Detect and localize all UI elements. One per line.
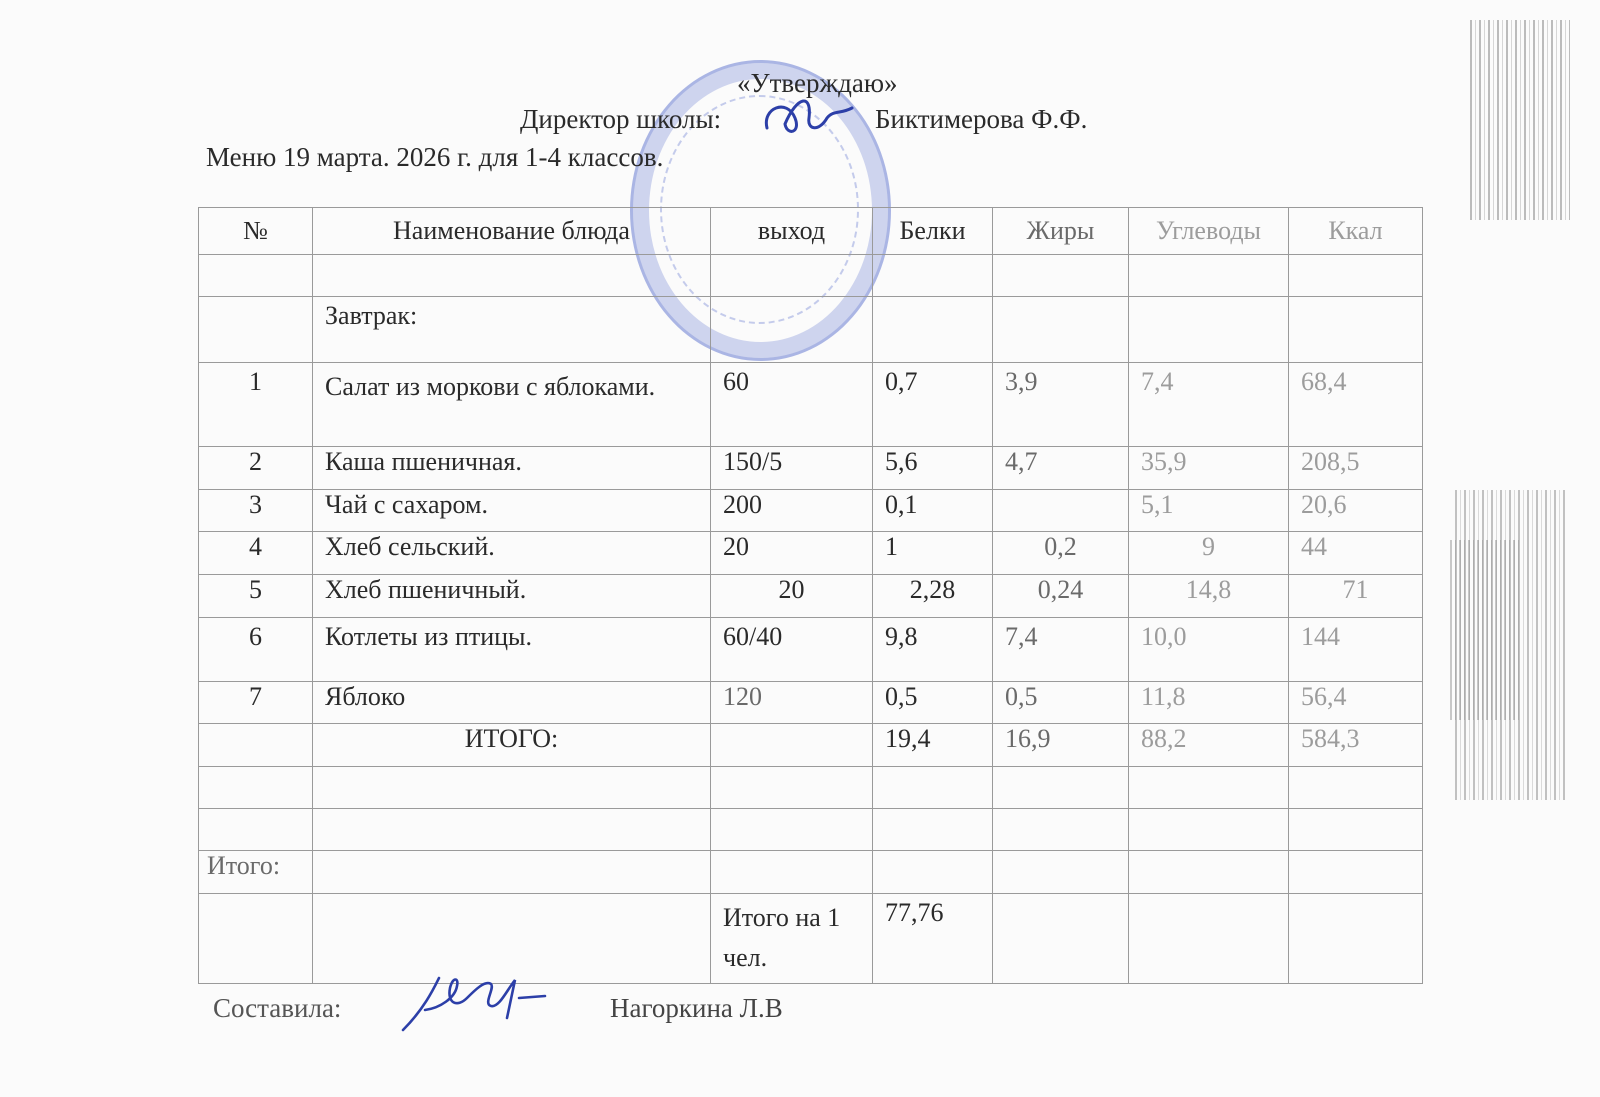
dish-kcal: 71 [1289,575,1423,618]
dish-kcal: 68,4 [1289,363,1423,447]
row-number: 3 [199,490,313,532]
empty-row [199,809,1423,851]
dish-fat: 3,9 [993,363,1129,447]
subtotal-row [199,724,1423,767]
section-row [199,297,1423,363]
table-row [199,363,1423,447]
dish-name: Каша пшеничная. [313,447,711,490]
subtotal-protein: 19,4 [873,724,993,767]
subtotal-fat: 16,9 [993,724,1129,767]
compiled-by-name: Нагоркина Л.В [610,993,783,1023]
per-person-row [199,894,1423,984]
director-name: Биктимерова Ф.Ф. [875,104,1088,134]
subtotal-carbs: 88,2 [1129,724,1289,767]
dish-carbs: 14,8 [1129,575,1289,618]
dish-kcal: 208,5 [1289,447,1423,490]
total-label: Итого: [199,851,313,894]
subtotal-label: ИТОГО: [313,724,711,767]
dish-fat: 0,2 [993,532,1129,575]
dish-protein: 5,6 [873,447,993,490]
table-row [199,490,1423,532]
per-person-label: Итого на 1 чел. [711,894,873,984]
scan-artifact [1450,540,1520,720]
menu-table [198,207,1423,984]
dish-carbs: 5,1 [1129,490,1289,532]
dish-carbs: 9 [1129,532,1289,575]
compiler-signature [395,968,555,1040]
dish-carbs: 10,0 [1129,618,1289,682]
row-number: 1 [199,363,313,447]
dish-carbs: 7,4 [1129,363,1289,447]
total-row [199,851,1423,894]
dish-kcal: 20,6 [1289,490,1423,532]
dish-carbs: 35,9 [1129,447,1289,490]
dish-name: Хлеб пшеничный. [313,575,711,618]
column-header: Белки [873,208,993,255]
dish-protein: 9,8 [873,618,993,682]
empty-row [199,767,1423,809]
empty-row [199,255,1423,297]
dish-output: 20 [711,575,873,618]
row-number: 2 [199,447,313,490]
per-person-value: 77,76 [873,894,993,984]
dish-kcal: 144 [1289,618,1423,682]
dish-protein: 0,5 [873,682,993,724]
column-header: Наименование блюда [313,208,711,255]
dish-protein: 0,7 [873,363,993,447]
table-row [199,575,1423,618]
column-header: № [199,208,313,255]
dish-fat: 4,7 [993,447,1129,490]
subtotal-kcal: 584,3 [1289,724,1423,767]
column-header: Углеводы [1129,208,1289,255]
dish-protein: 1 [873,532,993,575]
dish-output: 60/40 [711,618,873,682]
dish-carbs: 11,8 [1129,682,1289,724]
table-row [199,618,1423,682]
dish-name: Котлеты из птицы. [313,618,711,682]
director-signature [757,88,857,140]
dish-fat [993,490,1129,532]
row-number: 4 [199,532,313,575]
column-header: Жиры [993,208,1129,255]
dish-output: 60 [711,363,873,447]
dish-kcal: 56,4 [1289,682,1423,724]
row-number: 5 [199,575,313,618]
table-row [199,447,1423,490]
dish-output: 150/5 [711,447,873,490]
dish-protein: 2,28 [873,575,993,618]
dish-fat: 7,4 [993,618,1129,682]
dish-output: 20 [711,532,873,575]
table-header-row [199,208,1423,255]
dish-name: Чай с сахаром. [313,490,711,532]
row-number: 7 [199,682,313,724]
dish-output: 120 [711,682,873,724]
dish-fat: 0,5 [993,682,1129,724]
section-label: Завтрак: [313,297,711,363]
dish-name: Яблоко [313,682,711,724]
table-row [199,532,1423,575]
column-header: Ккал [1289,208,1423,255]
director-label: Директор школы: [520,104,722,134]
table-row [199,682,1423,724]
dish-output: 200 [711,490,873,532]
dish-fat: 0,24 [993,575,1129,618]
dish-name: Салат из моркови с яблоками. [313,363,711,447]
approval-heading: «Утверждаю» [737,68,898,98]
dish-kcal: 44 [1289,532,1423,575]
dish-name: Хлеб сельский. [313,532,711,575]
dish-protein: 0,1 [873,490,993,532]
scan-artifact [1470,20,1570,220]
compiled-by-label: Составила: [213,993,342,1023]
row-number: 6 [199,618,313,682]
column-header: выход [711,208,873,255]
menu-title: Меню 19 марта. 2026 г. для 1-4 классов. [206,142,664,172]
